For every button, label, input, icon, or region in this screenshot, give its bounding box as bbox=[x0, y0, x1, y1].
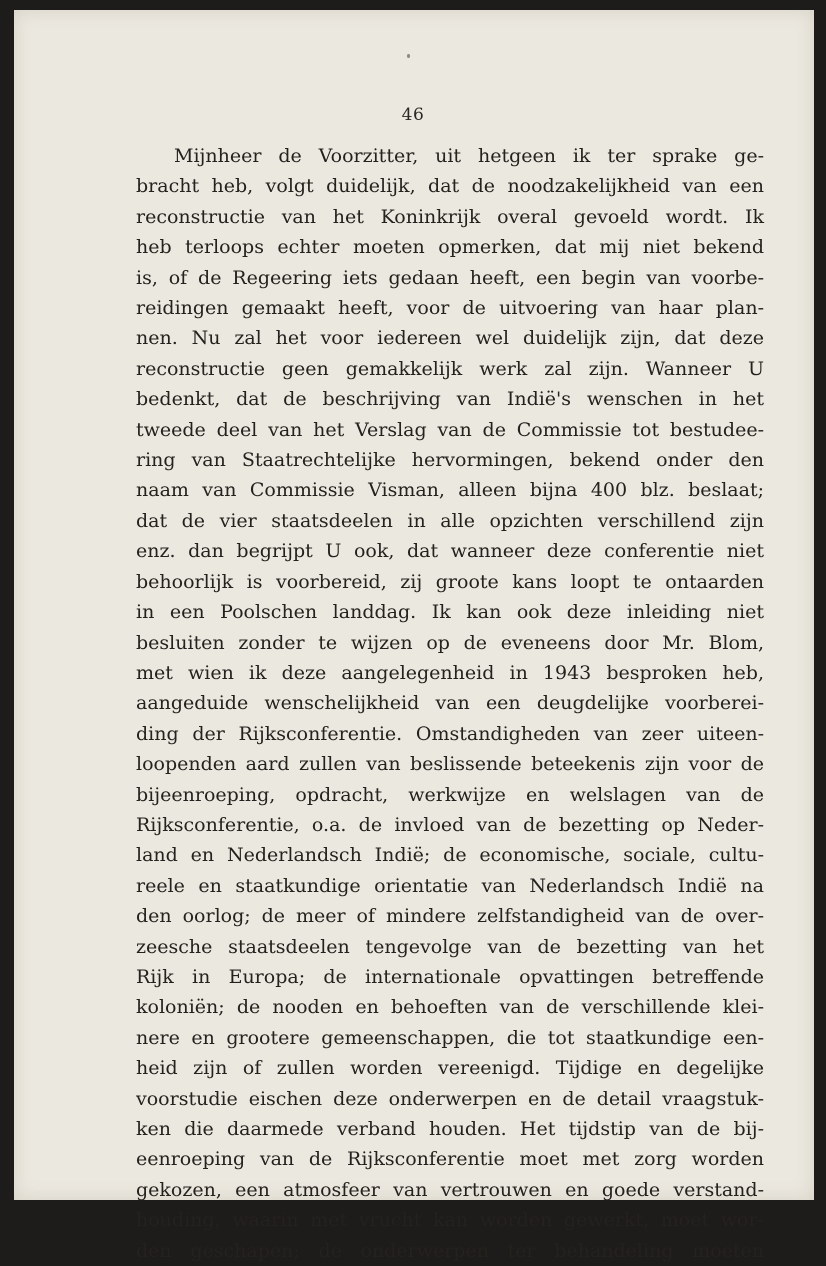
text-line: bijeenroeping, opdracht, werkwijze en welslagen van de bbox=[136, 783, 764, 806]
text-line: land en Nederlandsch Indië; de economische, sociale, cultu- bbox=[136, 844, 764, 867]
body-text bbox=[136, 141, 764, 1266]
text-line: besluiten zonder te wijzen op de eveneens door Mr. Blom, bbox=[136, 631, 764, 654]
text-line: bedenkt, dat de beschrijving van Indië's wenschen in het bbox=[136, 388, 764, 411]
text-line: bracht heb, volgt duidelijk, dat de noodzakelijkheid van een bbox=[136, 175, 764, 198]
text-line: reconstructie van het Koninkrijk overal gevoeld wordt. Ik bbox=[136, 205, 764, 228]
text-line: eenroeping van de Rijksconferentie moet met zorg worden bbox=[136, 1148, 764, 1171]
text-line: is, of de Regeering iets gedaan heeft, een begin van voorbe- bbox=[136, 266, 764, 289]
text-line: reele en staatkundige orientatie van Nederlandsch Indië na bbox=[136, 874, 764, 897]
text-line: Mijnheer de Voorzitter, uit hetgeen ik ter sprake ge- bbox=[174, 145, 764, 167]
text-line: in een Poolschen landdag. Ik kan ook deze inleiding niet bbox=[136, 601, 764, 624]
text-line: loopenden aard zullen van beslissende beteekenis zijn voor de bbox=[136, 753, 764, 776]
text-line: koloniën; de nooden en behoeften van de verschillende klei- bbox=[136, 996, 764, 1019]
text-line: ken die daarmede verband houden. Het tijdstip van de bij- bbox=[136, 1118, 764, 1140]
text-line: naam van Commissie Visman, alleen bijna 400 blz. beslaat; bbox=[136, 479, 764, 502]
text-line: reidingen gemaakt heeft, voor de uitvoering van haar plan- bbox=[136, 297, 764, 320]
text-line: nen. Nu zal het voor iedereen wel duidelijk zijn, dat deze bbox=[136, 327, 764, 350]
text-line: zeesche staatsdeelen tengevolge van de bezetting van het bbox=[136, 935, 764, 958]
text-line: den geschapen; de onderwerpen ter behandeling moeten bbox=[136, 1239, 764, 1262]
text-line: behoorlijk is voorbereid, zij groote kans loopt te ontaarden bbox=[136, 570, 764, 593]
text-line: ding der Rijksconferentie. Omstandigheden van zeer uiteen- bbox=[136, 722, 764, 745]
text-line: gekozen, een atmosfeer van vertrouwen en goede verstand- bbox=[136, 1178, 764, 1201]
text-line: reconstructie geen gemakkelijk werk zal zijn. Wanneer U bbox=[136, 357, 764, 380]
text-line: voorstudie eischen deze onderwerpen en de detail vraagstuk- bbox=[136, 1087, 764, 1110]
text-line: enz. dan begrijpt U ook, dat wanneer deze conferentie niet bbox=[136, 540, 764, 563]
text-line: nere en grootere gemeenschappen, die tot staatkundige een- bbox=[136, 1026, 764, 1049]
text-line: Rijksconferentie, o.a. de invloed van de bezetting op Neder- bbox=[136, 813, 764, 836]
text-line: tweede deel van het Verslag van de Commissie tot bestudee- bbox=[136, 418, 764, 441]
paper-speck bbox=[407, 54, 410, 58]
text-line: ring van Staatrechtelijke hervormingen, bekend onder den bbox=[136, 449, 764, 472]
text-line: heid zijn of zullen worden vereenigd. Tijdige en degelijke bbox=[136, 1057, 764, 1080]
text-line: dat de vier staatsdeelen in alle opzichten verschillend zijn bbox=[136, 509, 764, 532]
text-line: aangeduide wenschelijkheid van een deugdelijke voorberei- bbox=[136, 692, 764, 715]
text-line: met wien ik deze aangelegenheid in 1943 besproken heb, bbox=[136, 661, 764, 684]
text-line: heb terloops echter moeten opmerken, dat mij niet bekend bbox=[136, 236, 764, 259]
text-line: den oorlog; de meer of mindere zelfstandigheid van de over- bbox=[136, 905, 764, 928]
text-line: houding, waarin met vrucht kan worden gewerkt, moet wor- bbox=[136, 1209, 764, 1232]
page-number: 46 bbox=[401, 105, 425, 125]
text-line: Rijk in Europa; de internationale opvattingen betreffende bbox=[136, 965, 764, 988]
